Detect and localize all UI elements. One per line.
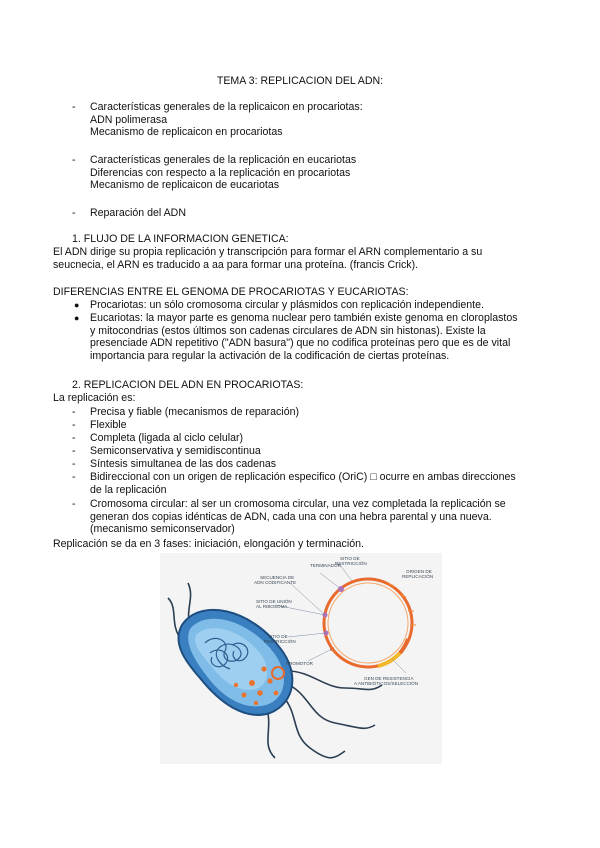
page-title: TEMA 3: REPLICACION DEL ADN: [216,75,384,87]
label-promotor: PROMOTOR [286,661,313,666]
list-item: Flexible [90,419,127,431]
label-secuencia: SECUENCIA DE ADN CODIFICANTE [254,575,297,585]
list-item: Cromosoma circular: al ser un cromosoma circular, una vez completada la replicación se generan dos copias idénticas de ADN, cada una con una hebra parental y una nueva. (mecanismo semiconservador) [90,498,506,536]
section-heading-replicacion: 2. REPLICACION DEL ADN EN PROCARIOTAS: [72,379,304,391]
list-item: Semiconservativa y semidiscontinua [90,445,261,457]
label-origen: ORIGEN DE REPLICACIÓN [402,569,434,579]
label-gen-resistencia: GEN DE RESISTENCIA A ANTIBIÓTICOS/SELECCIÓN [354,676,419,686]
list-item: Procariotas: un sólo cromosoma circular y plásmidos con replicación independiente. [90,299,484,311]
list-dash: - [72,101,76,113]
bullet-icon: ● [74,313,80,323]
bacteria-plasmid-figure [160,553,442,764]
list-dash: - [72,154,76,166]
list-item: Reparación del ADN [90,207,186,219]
phases-text: Replicación se da en 3 fases: iniciación, elongación y terminación. [53,538,364,550]
section-heading-diferencias: DIFERENCIAS ENTRE EL GENOMA DE PROCARIOTAS Y EUCARIOTAS: [53,286,409,298]
paragraph-flujo: El ADN dirige su propia replicación y transcripción para formar el ARN complementario a su seucnecia, el ARN es traducido a aa para formar una proteína. (francis Crick). [53,246,483,271]
list-dash: - [72,207,76,219]
list-item: Características generales de la replicación en eucariotas Diferencias con respecto a la replicación en procariotas Mecanismo de replicaicon de eucariotas [90,154,357,192]
list-item: Bidireccional con un origen de replicación especifico (OriC) □ ocurre en ambas direcciones de la replicación [90,471,516,496]
label-sitio-restriccion-left: SITIO DE RESTRICCIÓN [264,634,296,644]
list-item: Completa (ligada al ciclo celular) [90,432,244,444]
label-ribosoma: SITIO DE UNIÓN AL RIBOSOMA [256,599,292,609]
intro-text: La replicación es: [53,392,136,404]
bullet-icon: ● [74,300,80,310]
list-item: Eucariotas: la mayor parte es genoma nuclear pero también existe genoma en cloroplastos y mitocondrias (estos últimos son cadenas circulares de ADN sin histonas). Existe la presenciade ADN repetitivo ("ADN basura") que no codifica proteínas pero que es de vital importancia para regular la activación de la codificación de ciertas proteínas. [90,312,518,362]
section-heading-flujo: 1. FLUJO DE LA INFORMACION GENETICA: [72,233,289,245]
list-item: Síntesis simultanea de las dos cadenas [90,458,277,470]
list-item: Características generales de la replicaicon en procariotas: ADN polimerasa Mecanismo de replicaicon en procariotas [90,101,363,139]
label-sitio-restriccion-top: SITIO DE RESTRICCIÓN [335,556,367,566]
list-item: Precisa y fiable (mecanismos de reparación) [90,406,300,418]
label-terminador: TERMINADOR [310,563,341,568]
